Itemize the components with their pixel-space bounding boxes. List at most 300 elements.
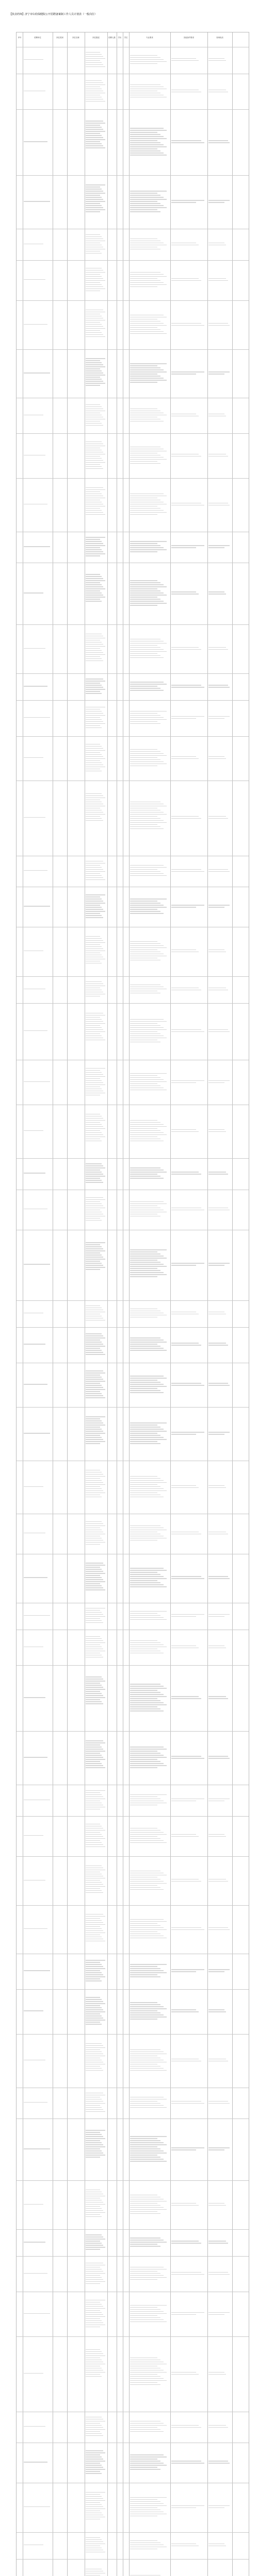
text-placeholder-line [130,2429,160,2430]
text-placeholder-line [208,1929,230,1930]
text-placeholder-line [86,1134,103,1135]
text-placeholder-line [171,871,204,872]
text-placeholder-line [86,1335,103,1336]
text-placeholder-line [208,2314,224,2315]
text-placeholder-line [130,1830,160,1831]
text-placeholder-line [86,713,103,714]
text-placeholder-line [86,717,100,718]
text-placeholder-line [130,2275,164,2276]
text-placeholder-line [24,1081,50,1082]
text-placeholder-line [208,2505,230,2506]
text-placeholder-line [86,1244,100,1245]
text-placeholder-line [130,1710,164,1711]
text-placeholder-line [130,1128,157,1129]
text-placeholder-line [130,2384,160,2385]
text-placeholder-line [86,1076,105,1077]
text-placeholder-line [208,545,230,546]
text-placeholder-line [130,1122,160,1123]
text-placeholder-line [130,1029,167,1030]
text-placeholder-line [86,1890,102,1891]
text-placeholder-line [86,547,100,548]
text-placeholder-line [130,2425,167,2426]
text-placeholder-line [86,1023,105,1024]
text-placeholder-line [130,1482,167,1483]
text-placeholder-line [130,1706,157,1707]
text-placeholder-line [86,1484,105,1485]
text-placeholder-line [130,1615,160,1616]
table-row [17,398,250,433]
text-placeholder-line [86,818,102,819]
text-placeholder-line [86,752,100,753]
text-placeholder-line [86,1846,105,1847]
text-placeholder-line [130,1201,164,1202]
text-placeholder-line [24,141,47,142]
text-placeholder-line [86,762,102,763]
text-placeholder-line [208,1881,228,1882]
text-placeholder-line [130,584,164,585]
text-placeholder-line [86,748,103,749]
text-placeholder-line [130,369,164,370]
text-placeholder-line [86,2142,102,2143]
table-row [17,1816,250,1856]
text-placeholder-line [130,814,167,815]
text-placeholder-line [86,425,103,426]
text-placeholder-line [171,1929,204,1930]
text-placeholder-line [86,894,105,895]
table-row [17,2256,250,2292]
text-placeholder-line [24,372,50,373]
text-placeholder-line [86,137,103,138]
table-row [17,1300,250,1327]
text-placeholder-line [130,1021,167,1022]
text-placeholder-line [130,2010,157,2011]
text-placeholder-line [171,2312,204,2313]
text-placeholder-line [86,760,100,761]
text-placeholder-line [130,545,160,546]
text-placeholder-line [86,543,103,544]
text-placeholder-line [86,64,103,65]
text-placeholder-line [130,461,157,462]
text-placeholder-line [130,1488,164,1489]
text-placeholder-line [86,1120,105,1121]
text-placeholder-line [130,1708,160,1709]
text-placeholder-line [86,1620,102,1621]
text-placeholder-line [86,2537,100,2538]
text-placeholder-line [86,946,102,947]
text-placeholder-line [86,2049,100,2050]
text-placeholder-line [130,2277,167,2278]
text-placeholder-line [130,514,157,515]
text-placeholder-line [86,2433,102,2434]
text-placeholder-line [130,1582,160,1583]
text-placeholder-line [130,2142,164,2143]
text-placeholder-line [86,1126,103,1127]
text-placeholder-line [208,816,226,817]
text-placeholder-line [130,205,164,206]
text-placeholder-line [130,140,157,141]
text-placeholder-line [208,2374,226,2375]
text-placeholder-line [130,2148,160,2149]
text-placeholder-line [86,1930,103,1931]
table-row [17,2532,250,2559]
text-placeholder-line [86,1585,102,1586]
text-placeholder-line [130,1132,164,1133]
text-placeholder-line [86,648,100,649]
text-placeholder-line [130,512,167,513]
text-placeholder-line [130,2378,164,2379]
text-placeholder-line [130,278,157,279]
text-placeholder-line [171,278,199,279]
table-row [17,887,250,927]
text-placeholder-line [86,555,100,556]
text-placeholder-line [86,272,105,273]
text-placeholder-line [171,1834,196,1835]
text-placeholder-line [86,820,103,821]
text-placeholder-line [130,63,157,64]
text-placeholder-line [130,2146,157,2147]
text-placeholder-line [130,1925,160,1926]
text-placeholder-line [86,1488,102,1489]
text-placeholder-line [86,207,103,208]
text-placeholder-line [86,2310,100,2311]
text-placeholder-line [208,60,226,61]
text-placeholder-line [86,2423,100,2424]
text-placeholder-line [86,1165,103,1166]
text-placeholder-line [130,1927,164,1928]
text-placeholder-line [130,2499,157,2500]
text-placeholder-line [208,2274,230,2275]
text-placeholder-line [86,466,102,467]
text-placeholder-line [130,2271,157,2272]
text-placeholder-line [86,1640,103,1641]
text-placeholder-line [24,1030,47,1031]
text-placeholder-line [130,59,164,60]
table-row [17,2483,250,2532]
text-placeholder-line [208,1082,224,1083]
text-placeholder-line [130,2150,164,2151]
text-placeholder-line [86,2101,103,2102]
text-placeholder-line [130,749,157,750]
text-placeholder-line [86,1025,100,1026]
text-placeholder-line [86,1765,103,1766]
text-placeholder-line [86,1790,105,1791]
text-placeholder-line [130,2423,164,2424]
text-placeholder-line [86,2374,100,2375]
text-placeholder-line [208,1080,230,1081]
text-placeholder-line [86,549,102,550]
text-placeholder-line [130,2311,164,2312]
text-placeholder-line [208,1969,230,1970]
text-placeholder-line [130,2456,167,2457]
text-placeholder-line [130,1834,167,1835]
text-placeholder-line [86,2138,105,2139]
text-placeholder-line [130,1580,157,1581]
text-placeholder-line [86,1972,102,1973]
text-placeholder-line [86,2070,103,2071]
text-placeholder-line [86,514,105,515]
text-placeholder-line [171,142,204,143]
text-placeholder-line [86,1587,103,1588]
text-placeholder-line [86,1242,105,1243]
text-placeholder-line [208,58,224,59]
text-placeholder-line [86,584,102,585]
text-placeholder-line [86,1128,105,1129]
text-placeholder-line [130,286,157,287]
table-row [17,2088,250,2119]
text-placeholder-line [86,1676,102,1677]
text-placeholder-line [171,2374,199,2375]
text-placeholder-line [86,1441,105,1442]
text-placeholder-line [24,2102,47,2103]
text-placeholder-line [86,1443,100,1444]
text-placeholder-line [208,278,226,279]
text-placeholder-line [86,1577,102,1578]
text-placeholder-line [130,1126,167,1127]
text-placeholder-line [86,2148,100,2149]
text-placeholder-line [86,1840,100,1841]
text-placeholder-line [130,867,167,868]
text-placeholder-line [86,1622,103,1623]
text-placeholder-line [208,2103,230,2104]
text-placeholder-line [86,276,102,277]
text-placeholder-line [130,1968,160,1969]
text-placeholder-line [130,2380,167,2381]
text-placeholder-line [130,1120,157,1121]
text-placeholder-line [86,1636,100,1637]
text-placeholder-line [86,1830,105,1831]
text-placeholder-line [130,138,167,139]
table-row [17,1060,250,1105]
text-placeholder-line [130,61,167,62]
table-row [17,1731,250,1785]
text-placeholder-line [86,2136,103,2137]
text-placeholder-line [86,2005,100,2006]
text-placeholder-line [130,2313,167,2314]
text-placeholder-line [86,2150,102,2151]
text-placeholder-line [24,1130,43,1131]
text-placeholder-line [130,2049,160,2050]
text-placeholder-line [130,2105,164,2106]
table-row [17,433,250,478]
text-placeholder-line [130,1025,160,1026]
text-placeholder-line [86,2539,102,2540]
text-placeholder-line [86,1017,100,1018]
text-placeholder-line [130,1134,167,1135]
text-placeholder-line [86,2275,100,2276]
text-placeholder-line [130,280,160,281]
text-placeholder-line [86,2271,103,2272]
text-placeholder-line [86,553,105,554]
text-placeholder-line [208,1485,224,1486]
text-placeholder-line [86,282,100,283]
text-placeholder-line [86,1980,102,1981]
text-placeholder-line [86,1886,105,1887]
text-placeholder-line [86,2208,102,2209]
text-placeholder-line [171,649,201,650]
table-header-row [17,32,250,47]
text-placeholder-line [130,1613,157,1614]
text-placeholder-line [86,2144,103,2145]
table-row [17,1230,250,1300]
text-placeholder-line [86,1884,103,1885]
text-placeholder-line [86,2236,103,2237]
table-row [17,1785,250,1816]
text-placeholder-line [86,1480,102,1481]
text-placeholder-line [86,2105,100,2106]
text-placeholder-line [86,2003,105,2004]
text-placeholder-line [86,1474,103,1475]
text-placeholder-line [171,818,201,819]
text-placeholder-line [171,2101,201,2102]
text-placeholder-line [208,1578,230,1579]
text-placeholder-line [171,1129,196,1130]
text-placeholder-line [86,1082,103,1083]
text-placeholder-line [171,1698,201,1699]
text-placeholder-line [130,2307,157,2308]
table-header-cell: 其他条件要求 [183,37,195,39]
text-placeholder-line [130,1576,164,1577]
text-placeholder-line [208,547,224,548]
text-placeholder-line [86,362,102,363]
text-placeholder-line [86,234,100,235]
text-placeholder-line [24,2148,50,2149]
text-placeholder-line [86,1130,100,1131]
text-placeholder-line [86,2281,105,2282]
text-placeholder-line [86,1612,102,1613]
table-row [17,1630,250,1665]
text-placeholder-line [130,2279,157,2280]
text-placeholder-line [130,55,157,56]
text-placeholder-line [86,368,100,369]
table-header-cell: 序号 [18,37,22,39]
text-placeholder-line [130,1422,167,1423]
text-placeholder-line [86,721,103,722]
text-placeholder-line [86,877,103,878]
text-placeholder-line [130,2070,167,2071]
text-placeholder-line [86,576,102,577]
text-placeholder-line [171,869,201,870]
text-placeholder-line [130,2016,167,2017]
text-placeholder-line [86,814,105,815]
text-placeholder-line [86,1248,103,1249]
text-placeholder-line [208,2149,224,2150]
text-placeholder-line [208,647,226,648]
text-placeholder-line [86,725,100,726]
text-placeholder-line [86,324,102,325]
table-header-cell: 岗位类别 [56,37,63,39]
text-placeholder-line [86,2001,103,2002]
text-placeholder-line [86,2376,102,2377]
table-row [17,2336,250,2412]
text-placeholder-line [86,793,102,794]
text-placeholder-line [86,141,100,142]
text-placeholder-line [171,1031,204,1032]
text-placeholder-line [86,1583,100,1584]
text-placeholder-line [86,2351,102,2352]
text-placeholder-line [130,2203,157,2204]
text-placeholder-line [86,284,102,285]
text-placeholder-line [86,2314,103,2315]
table-row [17,927,250,976]
text-placeholder-line [86,2452,105,2453]
text-placeholder-line [130,2503,164,2504]
text-placeholder-line [130,1249,167,1250]
text-placeholder-line [86,145,103,146]
text-placeholder-line [130,2317,160,2318]
text-placeholder-line [86,1252,100,1253]
text-placeholder-line [130,1578,167,1579]
text-placeholder-line [86,364,103,365]
text-placeholder-line [171,2103,204,2104]
text-placeholder-line [86,1916,105,1917]
text-placeholder-line [86,1393,102,1394]
text-placeholder-line [208,2011,226,2012]
text-placeholder-line [86,1968,105,1969]
text-placeholder-line [86,2306,103,2307]
text-placeholder-line [130,2006,164,2007]
text-placeholder-line [86,334,103,335]
text-placeholder-line [86,1019,102,1020]
text-placeholder-line [24,2506,50,2507]
text-placeholder-line [24,546,50,547]
text-placeholder-line [130,325,167,326]
text-placeholder-line [130,588,157,589]
text-placeholder-line [86,512,103,513]
text-placeholder-line [130,1253,160,1254]
text-placeholder-line [130,367,160,368]
text-placeholder-line [86,723,105,724]
text-placeholder-line [24,1615,50,1616]
text-placeholder-line [130,761,164,762]
text-placeholder-line [86,1832,100,1833]
text-placeholder-line [86,286,103,287]
recruitment-table [16,32,249,2576]
text-placeholder-line [86,366,105,367]
text-placeholder-line [130,947,167,948]
text-placeholder-line [86,758,105,759]
text-placeholder-line [171,816,199,817]
text-placeholder-line [130,755,167,756]
text-placeholder-line [86,2427,103,2428]
text-placeholder-line [86,1616,105,1617]
table-row [17,349,250,398]
text-placeholder-line [130,2004,160,2005]
text-placeholder-line [130,1840,164,1841]
text-placeholder-line [208,1487,226,1488]
text-placeholder-line [130,2497,167,2498]
table-header-cell: 学位 [124,37,128,39]
text-placeholder-line [208,649,228,650]
text-placeholder-line [208,2101,228,2102]
text-placeholder-line [208,2312,230,2313]
text-placeholder-line [130,1023,157,1024]
text-placeholder-line [86,1966,103,1967]
text-placeholder-line [130,1031,157,1032]
text-placeholder-line [86,2216,102,2217]
text-placeholder-line [130,869,157,870]
text-placeholder-line [86,462,105,463]
text-placeholder-line [86,508,100,509]
text-placeholder-line [86,2312,102,2313]
text-placeholder-line [86,592,102,593]
text-placeholder-line [86,332,102,333]
text-placeholder-line [208,756,224,757]
text-placeholder-line [130,1027,164,1028]
text-placeholder-line [86,756,103,757]
text-placeholder-line [130,1441,157,1442]
text-placeholder-line [130,820,164,821]
text-placeholder-line [171,1614,204,1615]
